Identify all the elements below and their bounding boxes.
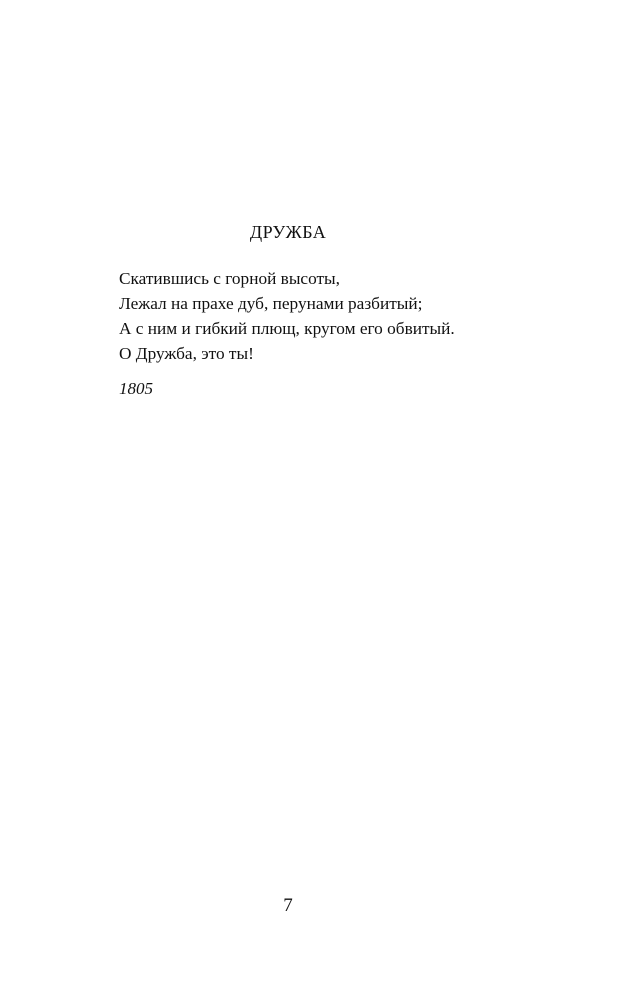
poem-text	[119, 266, 589, 366]
poem-line: О Дружба, это ты!	[119, 344, 254, 363]
page-number: 7	[283, 895, 293, 916]
poem-title: ДРУЖБА	[249, 222, 327, 242]
poem-line: Лежал на прахе дуб, перунами разбитый;	[119, 294, 423, 313]
poem-line: А с ним и гибкий плющ, кругом его обвитый.	[119, 319, 455, 338]
poem-line: Скатившись с горной высоты,	[119, 269, 340, 288]
poem-date: 1805	[119, 379, 153, 398]
